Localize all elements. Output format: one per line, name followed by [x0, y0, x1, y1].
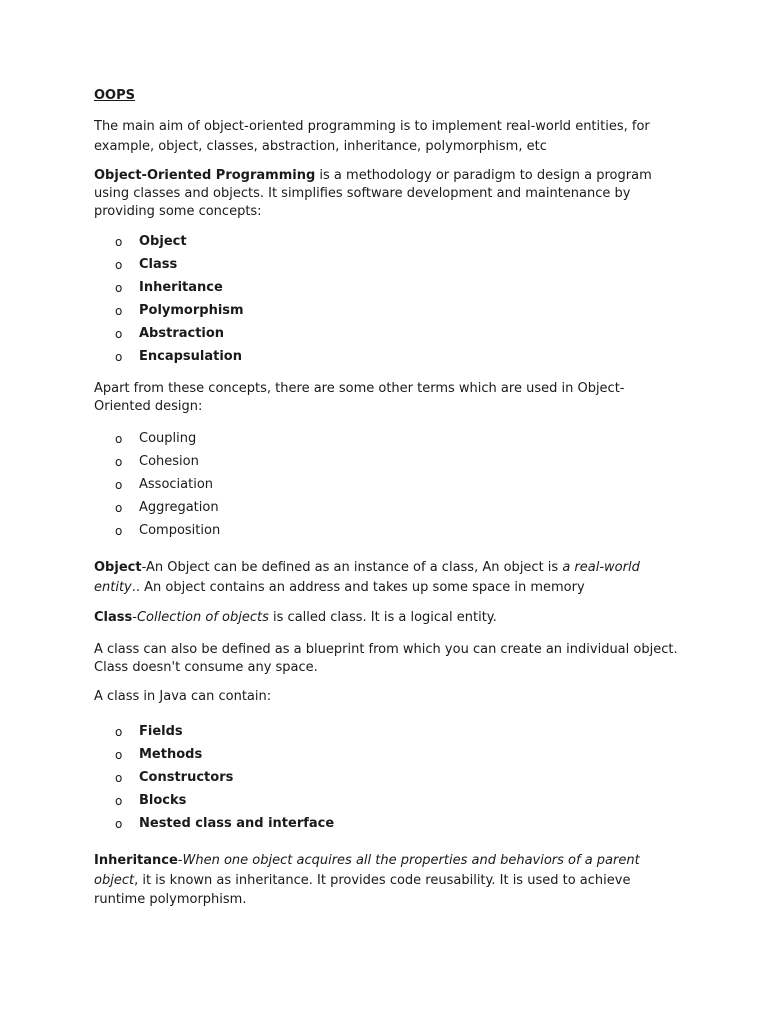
bullet-icon: o — [115, 432, 123, 446]
bullet-icon: o — [115, 817, 123, 831]
class-paragraph: Class-Collection of objects is called class. It is a logical entity. — [94, 610, 497, 625]
list-item: o Constructors — [115, 770, 234, 785]
object-paragraph: Object-An Object can be defined as an instance of a class, An object is a real-world entity.. An object contains an address and takes up some space in memory — [94, 560, 640, 595]
list-item: o Coupling — [115, 431, 197, 446]
java-class-intro: A class in Java can contain: — [94, 689, 272, 704]
list-item: o Composition — [115, 523, 221, 538]
list-item: o Fields — [115, 724, 183, 739]
bullet-icon: o — [115, 281, 123, 295]
concepts-list — [115, 233, 244, 371]
other-terms-line-1: Apart from these concepts, there are some other terms which are used in Object- — [94, 381, 625, 396]
page-title: OOPS — [94, 88, 135, 103]
bullet-icon: o — [115, 327, 123, 341]
oop-definition-line-2: using classes and objects. It simplifies software development and maintenance by — [94, 186, 631, 201]
list-item: o Nested class and interface — [115, 816, 335, 831]
intro-line-2: example, object, classes, abstraction, inheritance, polymorphism, etc — [94, 138, 547, 154]
list-item: o Inheritance — [115, 280, 223, 295]
list-item: o Aggregation — [115, 500, 219, 515]
class-contents-list — [115, 723, 334, 838]
bullet-icon: o — [115, 258, 123, 272]
bullet-icon: o — [115, 794, 123, 808]
bullet-icon: o — [115, 304, 123, 318]
list-item: o Abstraction — [115, 326, 225, 341]
other-terms-intro — [94, 380, 694, 416]
list-item: o Class — [115, 257, 178, 272]
bullet-icon: o — [115, 725, 123, 739]
oop-definition-line-3: providing some concepts: — [94, 204, 262, 219]
blueprint-paragraph: A class can also be defined as a blueprint from which you can create an individual object. Class doesn't consume any space. — [94, 642, 678, 675]
list-item: o Methods — [115, 747, 203, 762]
oop-term: Object-Oriented Programming — [94, 168, 316, 183]
bullet-icon: o — [115, 748, 123, 762]
oop-definition-line-1: is a methodology or paradigm to design a program — [315, 168, 652, 183]
list-item: o Object — [115, 234, 187, 249]
object-term: Object — [94, 560, 142, 575]
bullet-icon: o — [115, 501, 123, 515]
bullet-icon: o — [115, 524, 123, 538]
inheritance-paragraph: Inheritance-When one object acquires all the properties and behaviors of a parent object, it is known as inheritance. It provides code reusability. It is used to achieve runtime polymorphism. — [94, 853, 640, 907]
bullet-icon: o — [115, 350, 123, 364]
other-terms-line-2: Oriented design: — [94, 399, 203, 414]
other-terms-list — [115, 430, 220, 545]
intro-line-1: The main aim of object-oriented programming is to implement real-world entities, for — [94, 119, 650, 134]
intro-paragraph — [94, 117, 694, 156]
oop-definition-paragraph — [94, 167, 694, 221]
list-item: o Blocks — [115, 793, 187, 808]
list-item: o Encapsulation — [115, 349, 242, 364]
list-item: o Association — [115, 477, 214, 492]
class-term: Class — [94, 610, 133, 625]
bullet-icon: o — [115, 771, 123, 785]
inheritance-term: Inheritance — [94, 853, 178, 868]
bullet-icon: o — [115, 455, 123, 469]
bullet-icon: o — [115, 478, 123, 492]
list-item: o Cohesion — [115, 454, 199, 469]
bullet-icon: o — [115, 235, 123, 249]
list-item: o Polymorphism — [115, 303, 244, 318]
